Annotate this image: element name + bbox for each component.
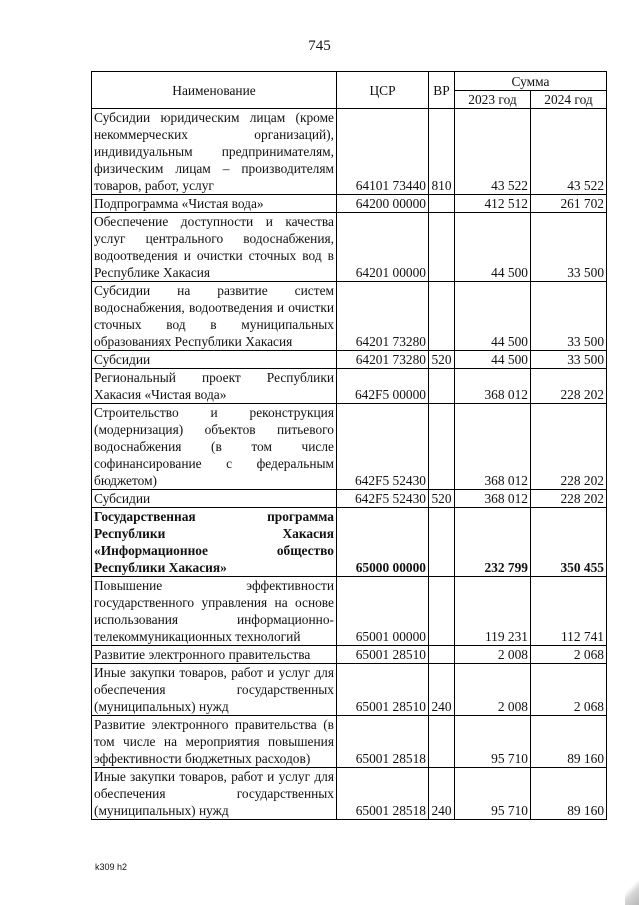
cell-code: 65001 00000 xyxy=(337,577,429,646)
cell-code: 65001 28518 xyxy=(337,716,429,768)
cell-code: 642F5 52430 xyxy=(337,490,429,508)
cell-vr xyxy=(429,577,455,646)
cell-sum-2023: 2 008 xyxy=(455,646,531,664)
cell-vr: 810 xyxy=(429,109,455,195)
cell-sum-2024: 350 455 xyxy=(531,508,607,577)
cell-name: Государственная программа Республики Хакасия «Информационное общество Республики Хакасия» xyxy=(92,508,337,577)
cell-vr xyxy=(429,282,455,351)
cell-sum-2023: 2 008 xyxy=(455,664,531,716)
table-row xyxy=(92,369,607,404)
cell-sum-2023: 368 012 xyxy=(455,490,531,508)
cell-code: 642F5 00000 xyxy=(337,369,429,404)
cell-code: 64201 73280 xyxy=(337,282,429,351)
table-row xyxy=(92,508,607,577)
cell-name: Развитие электронного правительства (в том числе на мероприятия повышения эффективности бюджетных расходов) xyxy=(92,716,337,768)
cell-sum-2024: 228 202 xyxy=(531,490,607,508)
table-row xyxy=(92,282,607,351)
cell-code: 642F5 52430 xyxy=(337,404,429,490)
cell-sum-2024: 33 500 xyxy=(531,282,607,351)
table-row xyxy=(92,404,607,490)
cell-sum-2023: 119 231 xyxy=(455,577,531,646)
cell-code: 65000 00000 xyxy=(337,508,429,577)
cell-vr xyxy=(429,404,455,490)
cell-vr: 520 xyxy=(429,351,455,369)
cell-sum-2024: 228 202 xyxy=(531,404,607,490)
cell-sum-2024: 89 160 xyxy=(531,716,607,768)
cell-vr xyxy=(429,716,455,768)
header-name: Наименование xyxy=(92,72,337,109)
table-row xyxy=(92,213,607,282)
cell-vr xyxy=(429,369,455,404)
cell-sum-2023: 412 512 xyxy=(455,195,531,213)
cell-sum-2023: 44 500 xyxy=(455,351,531,369)
cell-name: Иные закупки товаров, работ и услуг для обеспечения государственных (муниципальных) нужд xyxy=(92,664,337,716)
cell-sum-2024: 89 160 xyxy=(531,768,607,820)
cell-vr: 240 xyxy=(429,664,455,716)
table-row xyxy=(92,490,607,508)
cell-name: Региональный проект Республики Хакасия «Чистая вода» xyxy=(92,369,337,404)
cell-sum-2023: 95 710 xyxy=(455,716,531,768)
cell-vr: 240 xyxy=(429,768,455,820)
cell-sum-2024: 43 522 xyxy=(531,109,607,195)
table-row xyxy=(92,195,607,213)
table-row xyxy=(92,768,607,820)
cell-name: Развитие электронного правительства xyxy=(92,646,337,664)
cell-vr xyxy=(429,195,455,213)
header-code: ЦСР xyxy=(337,72,429,109)
cell-name: Строительство и реконструкция (модернизация) объектов питьевого водоснабжения (в том числе софинансирование с федеральным бюджетом) xyxy=(92,404,337,490)
header-sum: Сумма xyxy=(455,72,607,91)
cell-name: Подпрограмма «Чистая вода» xyxy=(92,195,337,213)
page-number: 745 xyxy=(308,38,331,54)
table-row xyxy=(92,716,607,768)
cell-name: Субсидии xyxy=(92,490,337,508)
cell-code: 64101 73440 xyxy=(337,109,429,195)
cell-sum-2024: 261 702 xyxy=(531,195,607,213)
table-body xyxy=(92,109,607,820)
cell-code: 65001 28510 xyxy=(337,646,429,664)
cell-name: Повышение эффективности государственного управления на основе использования информационно-телекоммуникационных технологий xyxy=(92,577,337,646)
cell-sum-2023: 43 522 xyxy=(455,109,531,195)
cell-vr xyxy=(429,646,455,664)
cell-sum-2024: 2 068 xyxy=(531,646,607,664)
cell-name: Субсидии на развитие систем водоснабжения, водоотведения и очистки сточных вод в муниципальных образованиях Республики Хакасия xyxy=(92,282,337,351)
cell-name: Иные закупки товаров, работ и услуг для обеспечения государственных (муниципальных) нужд xyxy=(92,768,337,820)
header-year-2024: 2024 год xyxy=(531,91,607,109)
table-row xyxy=(92,351,607,369)
table-row xyxy=(92,109,607,195)
cell-vr: 520 xyxy=(429,490,455,508)
cell-sum-2024: 33 500 xyxy=(531,213,607,282)
cell-sum-2023: 44 500 xyxy=(455,213,531,282)
cell-sum-2024: 228 202 xyxy=(531,369,607,404)
cell-name: Обеспечение доступности и качества услуг центрального водоснабжения, водоотведения и очистки сточных вод в Республике Хакасия xyxy=(92,213,337,282)
table-row xyxy=(92,646,607,664)
cell-code: 64201 00000 xyxy=(337,213,429,282)
header-vr: ВР xyxy=(429,72,455,109)
header-year-2023: 2023 год xyxy=(455,91,531,109)
table-row xyxy=(92,577,607,646)
cell-name: Субсидии xyxy=(92,351,337,369)
scan-edge-artifact xyxy=(625,875,639,905)
cell-code: 65001 28518 xyxy=(337,768,429,820)
cell-sum-2023: 232 799 xyxy=(455,508,531,577)
cell-code: 64200 00000 xyxy=(337,195,429,213)
cell-sum-2023: 368 012 xyxy=(455,404,531,490)
table-row xyxy=(92,664,607,716)
budget-table xyxy=(91,71,607,820)
cell-code: 64201 73280 xyxy=(337,351,429,369)
cell-sum-2023: 95 710 xyxy=(455,768,531,820)
cell-code: 65001 28510 xyxy=(337,664,429,716)
cell-sum-2023: 368 012 xyxy=(455,369,531,404)
cell-sum-2024: 2 068 xyxy=(531,664,607,716)
footer-code: k309 h2 xyxy=(95,862,128,872)
cell-vr xyxy=(429,213,455,282)
cell-vr xyxy=(429,508,455,577)
cell-name: Субсидии юридическим лицам (кроме некоммерческих организаций), индивидуальным предпринимателям, физическим лицам – производителям товаров, работ, услуг xyxy=(92,109,337,195)
cell-sum-2024: 112 741 xyxy=(531,577,607,646)
cell-sum-2023: 44 500 xyxy=(455,282,531,351)
cell-sum-2024: 33 500 xyxy=(531,351,607,369)
